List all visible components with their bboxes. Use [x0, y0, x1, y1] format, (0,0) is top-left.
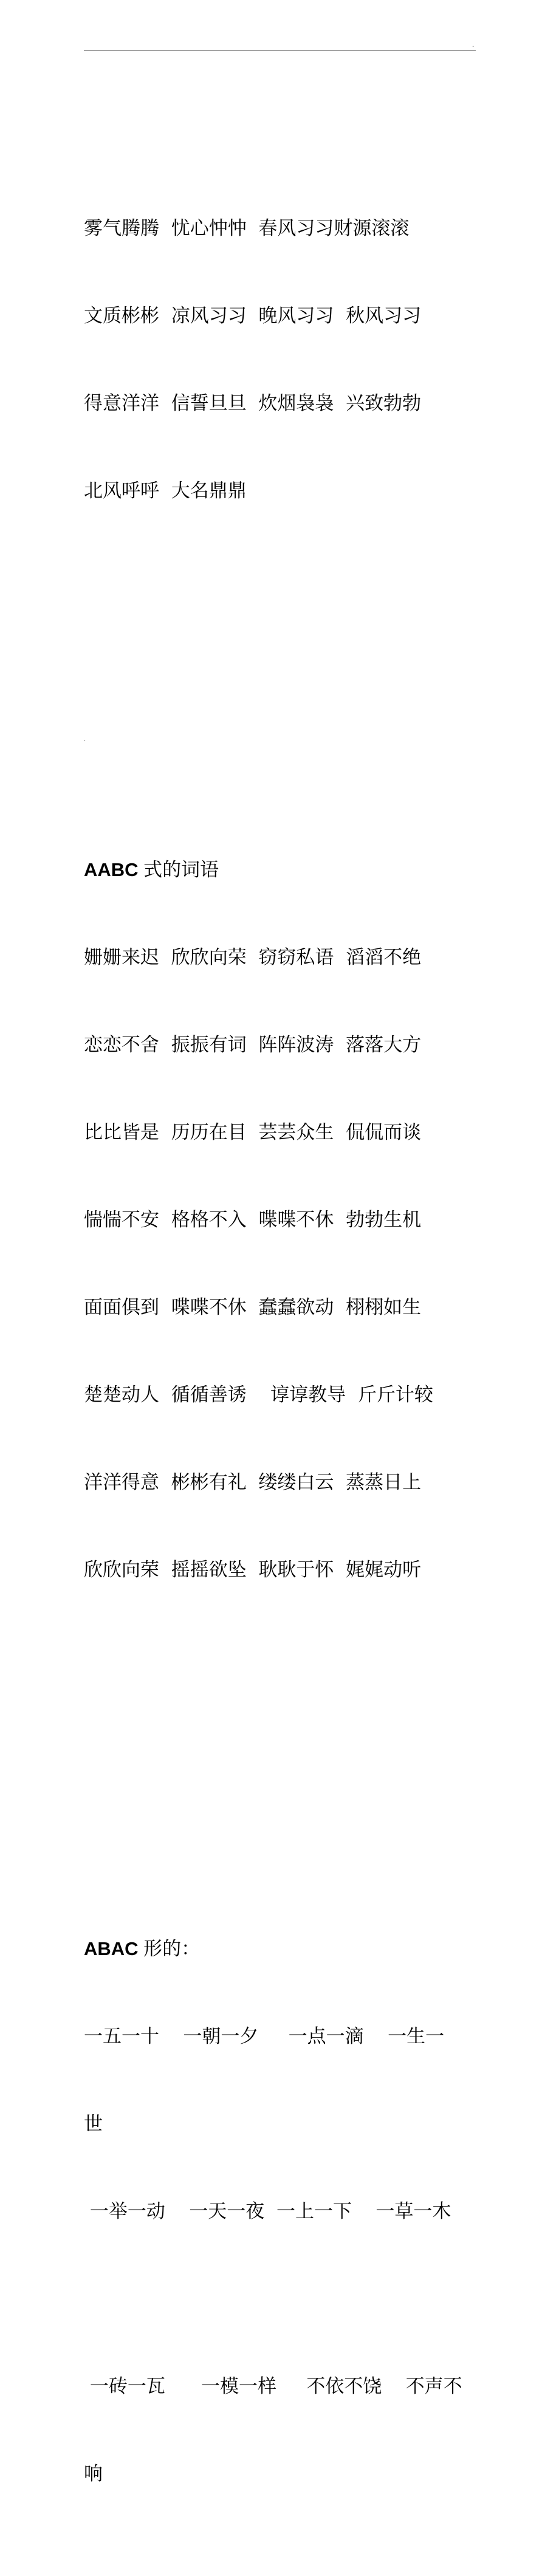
- section-heading: [84, 855, 476, 885]
- section-heading: [84, 1934, 476, 1964]
- text-line: [84, 2284, 476, 2314]
- text-line: 楚楚动人 循循善诱 谆谆教导 斤斤计较: [84, 1384, 433, 1406]
- text-line: 北风呼呼 大名鼎鼎: [84, 480, 247, 502]
- text-line: 面面俱到 喋喋不休 蠢蠢欲动 栩栩如生: [84, 1297, 422, 1318]
- aabc-section: [84, 797, 476, 1643]
- abac-section: [84, 1876, 476, 2547]
- text-line: 文质彬彬 凉风习习 晚风习习 秋风习习: [84, 305, 422, 327]
- text-line: 比比皆是 历历在目 芸芸众生 侃侃而谈: [84, 1122, 422, 1143]
- text-line: 一砖一瓦 一模一样 不依不饶 不声不: [84, 2376, 462, 2397]
- text-line: 得意洋洋 信誓旦旦 炊烟袅袅 兴致勃勃: [84, 392, 422, 414]
- text-line: 世: [84, 2113, 103, 2135]
- footer-dot: .: [84, 736, 86, 743]
- document-body: [84, 68, 476, 2576]
- text-line: 洋洋得意 彬彬有礼 缕缕白云 蒸蒸日上: [84, 1471, 422, 1493]
- text-line: 一五一十 一朝一夕 一点一滴 一生一: [84, 2026, 445, 2047]
- text-line: 响: [84, 2463, 103, 2485]
- text-line: 一举一动 一天一夜 一上一下 一草一木: [84, 2201, 451, 2222]
- spacer: [84, 1730, 476, 1759]
- text-line: 惴惴不安 格格不入 喋喋不休 勃勃生机: [84, 1209, 422, 1231]
- heading-cjk: 形的：: [138, 1938, 201, 1959]
- spacer: [84, 651, 476, 680]
- text-line: 恋恋不舍 振振有词 阵阵波涛 落落大方: [84, 1034, 422, 1056]
- text-line: 姗姗来迟 欣欣向荣 窃窃私语 滔滔不绝: [84, 947, 422, 968]
- text-line: 欣欣向荣 摇摇欲坠 耿耿于怀 娓娓动听: [84, 1559, 422, 1581]
- text-line: 雾气腾腾 忧心忡忡 春风习习财源滚滚: [84, 218, 410, 239]
- heading-latin: ABAC: [84, 1938, 139, 1959]
- heading-latin: AABC: [84, 859, 139, 880]
- header-dot: .: [472, 42, 475, 49]
- aabb-section: [84, 156, 476, 564]
- heading-cjk: 式的词语: [138, 859, 219, 880]
